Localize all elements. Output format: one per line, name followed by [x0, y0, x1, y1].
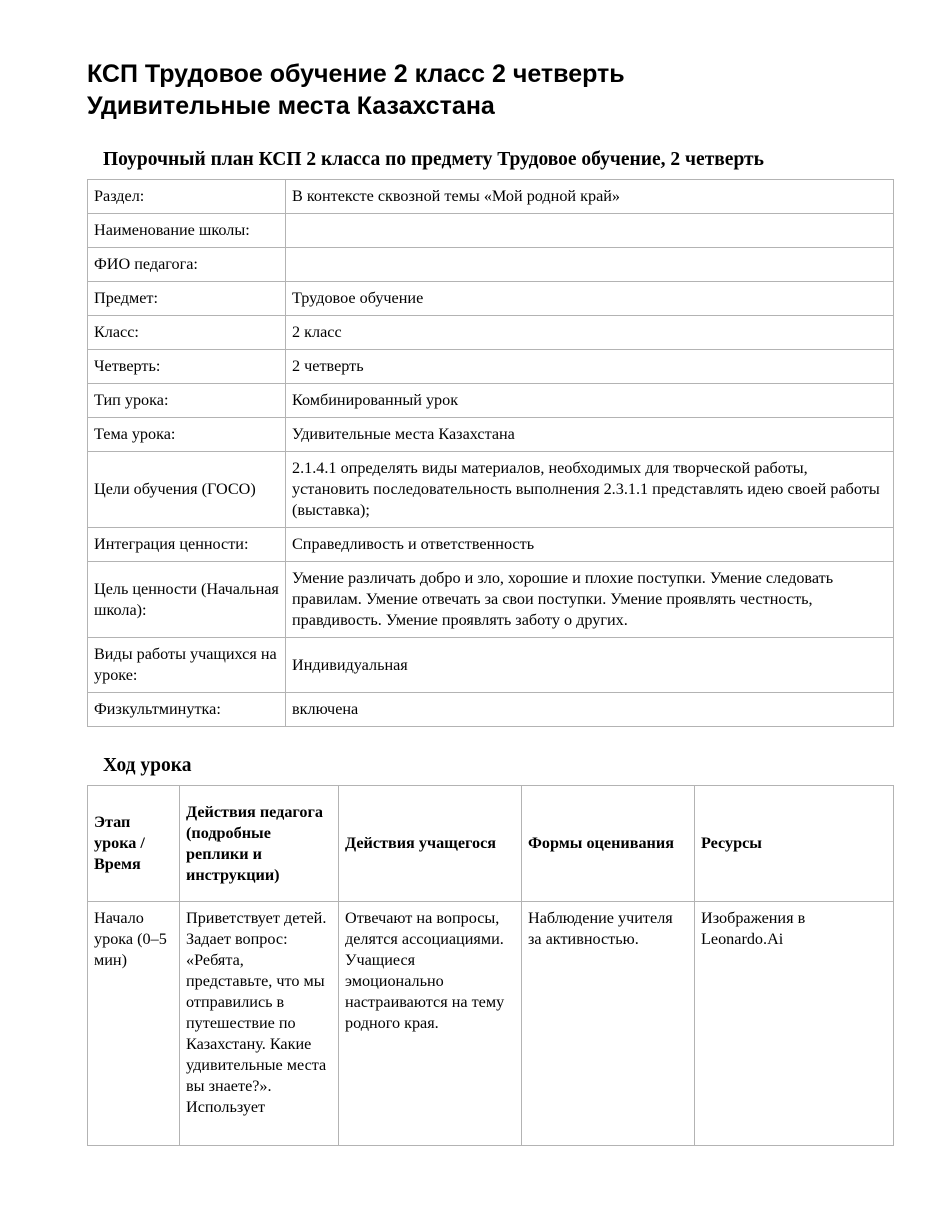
column-header-assessment: Формы оценивания [522, 786, 695, 902]
row-label: Наименование школы: [88, 214, 286, 248]
row-label: Предмет: [88, 282, 286, 316]
row-value: Трудовое обучение [286, 282, 894, 316]
row-value: Индивидуальная [286, 638, 894, 693]
table-row [88, 693, 894, 727]
row-value [286, 248, 894, 282]
row-label: Интеграция ценности: [88, 528, 286, 562]
column-header-teacher-actions: Действия педагога (подробные реплики и инструкции) [180, 786, 339, 902]
cell-student-actions: Отвечают на вопросы, делятся ассоциациями. Учащиеся эмоционально настраиваются на тему родного края. [339, 902, 522, 1146]
table-row [88, 350, 894, 384]
lesson-progress-heading: Ход урока [103, 755, 192, 776]
row-label: ФИО педагога: [88, 248, 286, 282]
row-value: 2 класс [286, 316, 894, 350]
lesson-progress-table [87, 785, 894, 1146]
document-title-line-1: КСП Трудовое обучение 2 класс 2 четверть [87, 60, 625, 88]
cell-teacher-actions: Приветствует детей. Задает вопрос: «Ребята, представьте, что мы отправились в путешествие по Казахстану. Какие удивительные места вы знаете?». Использует [180, 902, 339, 1146]
table-row [88, 528, 894, 562]
row-value [286, 214, 894, 248]
row-value: Удивительные места Казахстана [286, 418, 894, 452]
row-label: Физкультминутка: [88, 693, 286, 727]
row-label: Виды работы учащихся на уроке: [88, 638, 286, 693]
row-label: Цель ценности (Начальная школа): [88, 562, 286, 638]
column-header-stage: Этап урока / Время [88, 786, 180, 902]
cell-assessment: Наблюдение учителя за активностью. [522, 902, 695, 1146]
row-value: Умение различать добро и зло, хорошие и плохие поступки. Умение следовать правилам. Умение отвечать за свои поступки. Умение проявлять честность, правдивость. Умение проявлять заботу о других. [286, 562, 894, 638]
row-label: Тип урока: [88, 384, 286, 418]
table-row [88, 418, 894, 452]
row-label: Раздел: [88, 180, 286, 214]
row-value: включена [286, 693, 894, 727]
row-value: Комбинированный урок [286, 384, 894, 418]
table-row [88, 638, 894, 693]
table-row [88, 562, 894, 638]
document-title [87, 58, 887, 122]
row-label: Класс: [88, 316, 286, 350]
row-value: 2 четверть [286, 350, 894, 384]
column-header-student-actions: Действия учащегося [339, 786, 522, 902]
table-row [88, 316, 894, 350]
plan-heading: Поурочный план КСП 2 класса по предмету Трудовое обучение, 2 четверть [103, 149, 764, 170]
row-value: Справедливость и ответственность [286, 528, 894, 562]
row-label: Тема урока: [88, 418, 286, 452]
row-label: Четверть: [88, 350, 286, 384]
row-value: 2.1.4.1 определять виды материалов, необходимых для творческой работы, установить последовательность выполнения 2.3.1.1 представлять идею своей работы (выставка); [286, 452, 894, 528]
cell-resources: Изображения в Leonardo.Ai [695, 902, 894, 1146]
row-value: В контексте сквозной темы «Мой родной край» [286, 180, 894, 214]
table-header-row [88, 786, 894, 902]
table-row [88, 214, 894, 248]
table-row [88, 248, 894, 282]
table-row [88, 902, 894, 1146]
document-title-line-2: Удивительные места Казахстана [87, 92, 495, 120]
table-row [88, 452, 894, 528]
cell-stage: Начало урока (0–5 мин) [88, 902, 180, 1146]
table-row [88, 282, 894, 316]
table-row [88, 180, 894, 214]
row-label: Цели обучения (ГОСО) [88, 452, 286, 528]
table-row [88, 384, 894, 418]
lesson-plan-table [87, 179, 894, 727]
column-header-resources: Ресурсы [695, 786, 894, 902]
